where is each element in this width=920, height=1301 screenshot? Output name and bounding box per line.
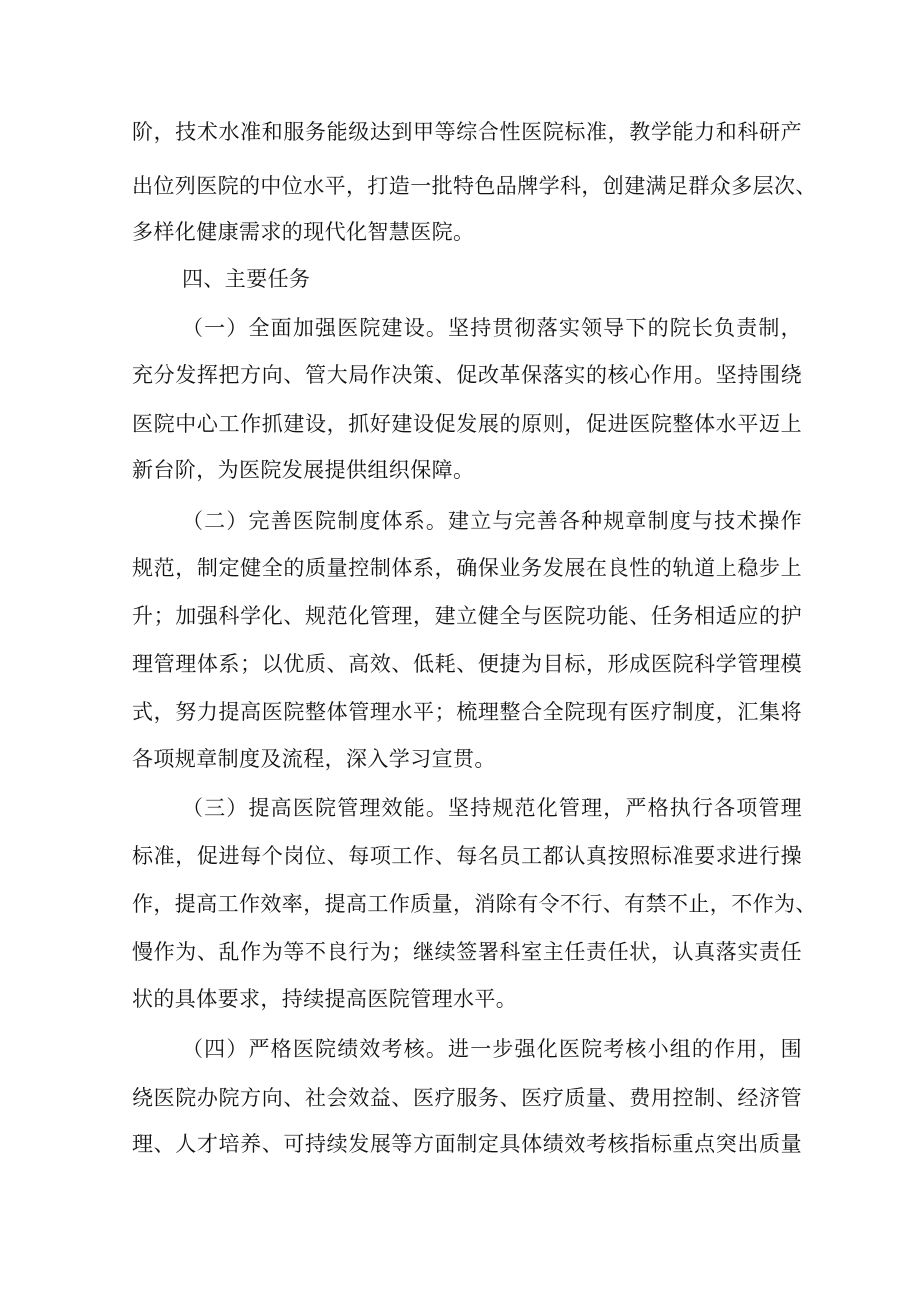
paragraph-line-12: 理管理体系；以优质、高效、低耗、便捷为目标，形成医院科学管理模 [132,652,802,676]
paragraph-line-14: 各项规章制度及流程，深入学习宣贯。 [132,747,496,771]
paragraph-line-21: 绕医院办院方向、社会效益、医疗服务、医疗质量、费用控制、经济管 [132,1086,802,1110]
paragraph-line-11: 升；加强科学化、规范化管理，建立健全与医院功能、任务相适应的护 [132,604,802,628]
paragraph-line-18: 慢作为、乱作为等不良行为；继续签署科室主任责任状，认真落实责任 [132,940,802,964]
paragraph-line-10: 规范，制定健全的质量控制体系，确保业务发展在良性的轨道上稳步上 [132,556,802,580]
paragraph-line-7: 医院中心工作抓建设，抓好建设促发展的原则，促进医院整体水平迈上 [132,412,802,436]
paragraph-line-2: 出位列医院的中位水平，打造一批特色品牌学科，创建满足群众多层次、 [132,174,817,198]
paragraph-line-16: 标准，促进每个岗位、每项工作、每名员工都认真按照标准要求进行操 [132,844,802,868]
section-heading: 四、主要任务 [182,267,311,291]
paragraph-line-1: 阶，技术水准和服务能级达到甲等综合性医院标准，教学能力和科研产 [132,120,802,144]
paragraph-line-8: 新台阶，为医院发展提供组织保障。 [132,458,475,482]
paragraph-line-3: 多样化健康需求的现代化智慧医院。 [132,220,475,244]
paragraph-line-5: （一）全面加强医院建设。坚持贯彻落实领导下的院长负责制， [182,316,802,340]
paragraph-line-9: （二）完善医院制度体系。建立与完善各种规章制度与技术操作 [182,509,802,533]
paragraph-line-15: （三）提高医院管理效能。坚持规范化管理，严格执行各项管理 [182,796,802,820]
paragraph-line-20: （四）严格医院绩效考核。进一步强化医院考核小组的作用，围 [182,1037,802,1061]
paragraph-line-19: 状的具体要求，持续提高医院管理水平。 [132,987,518,1011]
paragraph-line-17: 作，提高工作效率，提高工作质量，消除有令不行、有禁不止，不作为、 [132,892,817,916]
paragraph-line-13: 式，努力提高医院整体管理水平；梳理整合全院现有医疗制度，汇集将 [132,700,802,724]
paragraph-line-6: 充分发挥把方向、管大局作决策、促改革保落实的核心作用。坚持围绕 [132,363,802,387]
paragraph-line-22: 理、人才培养、可持续发展等方面制定具体绩效考核指标重点突出质量 [132,1132,802,1156]
